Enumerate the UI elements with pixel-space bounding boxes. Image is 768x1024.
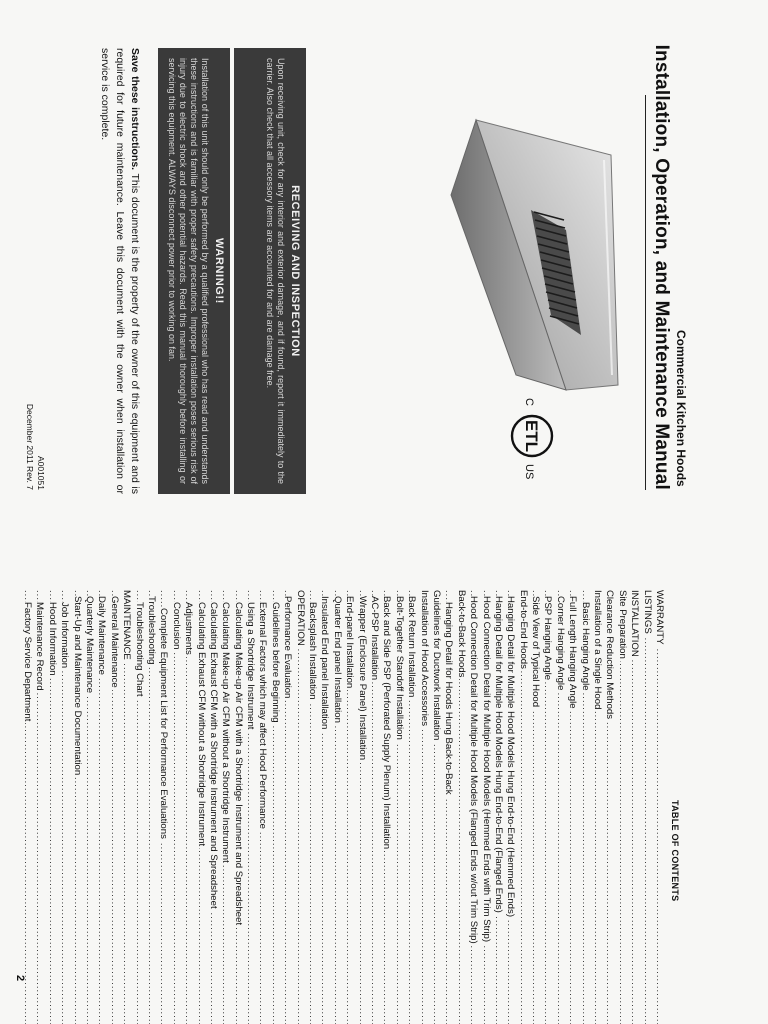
- toc-entry: [33, 590, 45, 1024]
- toc-entry: [417, 590, 429, 1024]
- toc-entry-label: Hood Connection Detail for Multiple Hood Models (Flanged Ends w/out Trim Strip): [468, 596, 480, 944]
- toc-entry: [318, 590, 330, 1024]
- toc-entry-label: Back-to-Back Hoods: [455, 590, 467, 678]
- toc-entry-label: Start-Up and Maintenance Documentation: [71, 596, 83, 776]
- toc-entry: [603, 590, 615, 1024]
- toc-entry-label: Factory Service Department: [22, 602, 34, 722]
- toc-entry: [380, 590, 392, 1024]
- toc-entry: [442, 590, 454, 1024]
- kitchen-hood-photo: [446, 100, 626, 400]
- warning-box: [158, 48, 230, 494]
- toc-entry: [653, 590, 665, 1024]
- title-rule: [645, 95, 646, 490]
- toc-entry-label: Clearance Reduction Methods: [604, 590, 616, 720]
- toc-heading: TABLE OF CONTENTS: [670, 800, 680, 902]
- toc-entry-label: Maintenance Record: [34, 602, 46, 691]
- toc-entry-label: Wrapper (Enclosure Panel) Installation: [356, 596, 368, 761]
- toc-entry-label: Performance Evaluation: [282, 596, 294, 699]
- toc-entry-label: Calculating Exhaust CFM with a Shortridge Instrument and Spreadsheet: [207, 602, 219, 909]
- toc-entry-label: External Factors which may affect Hood Performance: [257, 602, 269, 829]
- toc-entry-label: AC-PSP Installation: [369, 596, 381, 681]
- toc-entry: [615, 590, 627, 1024]
- toc-entry: [306, 590, 318, 1024]
- toc-entry: [591, 590, 603, 1024]
- svg-text:US: US: [523, 464, 535, 480]
- receiving-inspection-box: [234, 48, 306, 494]
- document-number: A001051: [36, 455, 46, 490]
- toc-entry: [244, 590, 256, 1024]
- toc-entry: [269, 590, 281, 1024]
- toc-entry-label: Calculating Exhaust CFM without a Shortridge Instrument: [195, 602, 207, 847]
- toc-entry: [640, 590, 652, 1024]
- toc-entry-label: Basic Hanging Angle: [579, 602, 591, 691]
- toc-entry-label: Quarterly Maintenance: [84, 596, 96, 694]
- toc-entry: [169, 590, 181, 1024]
- toc-entry: [529, 590, 541, 1024]
- toc-entry-label: Bolt-Together Standoff Installation: [393, 596, 405, 740]
- warning-heading: WARNING!!: [213, 238, 225, 304]
- toc-entry-label: Adjustments: [183, 602, 195, 655]
- table-of-contents: [0, 590, 768, 1024]
- toc-entry: [194, 590, 206, 1024]
- warning-text: Installation of this unit should only be performed by a qualified professional who has read and understands these instructions and is familiar with proper safety precautions. Improper installation poses serious risk of injury due to electric shock and other potential hazards. Read this manual thoroughly before installing or servicing this equipment. ALWAYS disconnect power prior to working on fan.: [167, 58, 210, 484]
- toc-entry: [231, 590, 243, 1024]
- toc-entry-label: Guidelines for Ductwork Installation: [430, 590, 442, 741]
- toc-entry: [454, 590, 466, 1024]
- document-subtitle: Commercial Kitchen Hoods: [674, 330, 688, 487]
- document-title: Installation, Operation, and Maintenance Manual: [651, 44, 672, 490]
- toc-entry: [492, 590, 504, 1024]
- toc-entry: [120, 590, 132, 1024]
- toc-entry: [578, 590, 590, 1024]
- toc-entry: [330, 590, 342, 1024]
- toc-entry-label: Calculating Make-up Air CFM with a Shortridge Instrument and Spreadsheet: [232, 602, 244, 926]
- toc-entry: [343, 590, 355, 1024]
- toc-entry-label: Full Length Hanging Angle: [567, 596, 579, 709]
- toc-entry: [405, 590, 417, 1024]
- receiving-inspection-heading: RECEIVING AND INSPECTION: [289, 185, 301, 357]
- toc-entry-label: Guidelines before Beginning: [269, 602, 281, 723]
- toc-entry: [95, 590, 107, 1024]
- toc-entry: [132, 590, 144, 1024]
- toc-entry: [504, 590, 516, 1024]
- toc-entry: [355, 590, 367, 1024]
- toc-entry-label: Backsplash Installation: [307, 602, 319, 700]
- toc-entry: [553, 590, 565, 1024]
- toc-entry-label: Hanging Detail for Multiple Hood Models Hung End-to-End (Hemmed Ends): [505, 596, 517, 918]
- toc-entry: [107, 590, 119, 1024]
- toc-entry: [182, 590, 194, 1024]
- toc-entry: [83, 590, 95, 1024]
- toc-entry-label: Complete Equipment List for Performance Evaluations: [158, 608, 170, 839]
- toc-entry: [157, 590, 169, 1024]
- document-date: December 2011 Rev. 7: [25, 403, 35, 490]
- toc-entry-label: General Maintenance: [108, 596, 120, 688]
- toc-entry-label: Job Information: [59, 602, 71, 669]
- toc-entry: [45, 590, 57, 1024]
- save-instructions-paragraph: [97, 48, 142, 494]
- toc-entry-label: Calculating Make-up Air CFM without a Shortridge Instrument: [220, 602, 232, 863]
- toc-entry-label: OPERATION: [294, 590, 306, 646]
- svg-text:ETL: ETL: [522, 419, 541, 453]
- page-number: 2: [14, 975, 26, 982]
- toc-entry-label: End-to-End Hoods: [517, 590, 529, 669]
- toc-entry-label: Hood Connection Detail for Multiple Hood Models (Hemmed Ends with Trim Strip): [480, 596, 492, 943]
- toc-entry-label: Conclusion: [170, 602, 182, 650]
- toc-entry: [628, 590, 640, 1024]
- toc-entry: [207, 590, 219, 1024]
- toc-entry: [566, 590, 578, 1024]
- toc-entry-label: Hood Information: [46, 602, 58, 676]
- toc-entry-label: LISTINGS: [641, 590, 653, 634]
- toc-entry-label: Corner Hanging Angle: [554, 596, 566, 691]
- save-instructions-text: This document is the property of the owner of this equipment and is required for future maintenance. Leave this document with the owner when installation or service is complete.: [99, 48, 141, 494]
- toc-entry-label: End-panel Installation: [344, 596, 356, 689]
- toc-entry-label: Daily Maintenance: [96, 596, 108, 675]
- toc-entry: [219, 590, 231, 1024]
- svg-text:C: C: [523, 398, 535, 406]
- toc-entry: [21, 590, 33, 1024]
- toc-entry: [281, 590, 293, 1024]
- toc-entry-label: Troubleshooting Chart: [133, 602, 145, 697]
- toc-entry: [430, 590, 442, 1024]
- toc-entry-label: Hanging Detail for Hoods Hung Back-to-Back: [443, 602, 455, 795]
- toc-entry-label: INSTALLATION: [629, 590, 641, 657]
- toc-entry-label: Site Preparation: [616, 590, 628, 659]
- toc-entry-label: Side View of Typical Hood: [530, 596, 542, 708]
- toc-entry: [368, 590, 380, 1024]
- toc-entry: [58, 590, 70, 1024]
- toc-entry: [541, 590, 553, 1024]
- toc-entry-label: Installation of a Single Hood: [592, 590, 604, 710]
- toc-entry: [293, 590, 305, 1024]
- receiving-inspection-text: Upon receiving unit, check for any interior and exterior damage, and if found, report it immediately to the carrier. Also check that all accessory items are accounted for and are damage free.: [265, 58, 286, 484]
- toc-entry-label: Back Return Installation: [406, 596, 418, 698]
- cover-section: [0, 0, 768, 500]
- toc-entry-label: Hanging Detail for Multiple Hood Models Hung End-to-End (Flanged Ends): [492, 596, 504, 913]
- toc-list: [21, 590, 665, 1024]
- toc-entry-label: Using a Shortridge Instrument: [245, 602, 257, 730]
- toc-entry-label: Insulated End panel Installation: [319, 596, 331, 730]
- toc-entry-label: PSP Hanging Angle: [542, 596, 554, 681]
- toc-entry-label: MAINTENANCE: [121, 590, 133, 660]
- toc-entry-label: Troubleshooting: [145, 596, 157, 665]
- toc-entry: [145, 590, 157, 1024]
- toc-entry-label: WARRANTY: [654, 590, 665, 645]
- toc-entry: [479, 590, 491, 1024]
- toc-entry-label: Installation of Hood Accessories: [418, 590, 430, 726]
- toc-entry: [516, 590, 528, 1024]
- toc-entry-label: Quarter End panel Installation: [331, 596, 343, 723]
- document-number-block: [24, 380, 46, 490]
- etl-listed-logo-icon: [494, 394, 570, 480]
- toc-entry: [70, 590, 82, 1024]
- toc-entry: [392, 590, 404, 1024]
- toc-entry: [467, 590, 479, 1024]
- save-instructions-lead: Save these instructions.: [129, 48, 141, 171]
- toc-entry: [256, 590, 268, 1024]
- toc-entry-label: Back and Side PSP (Perforated Supply Plenum) Installation: [381, 596, 393, 850]
